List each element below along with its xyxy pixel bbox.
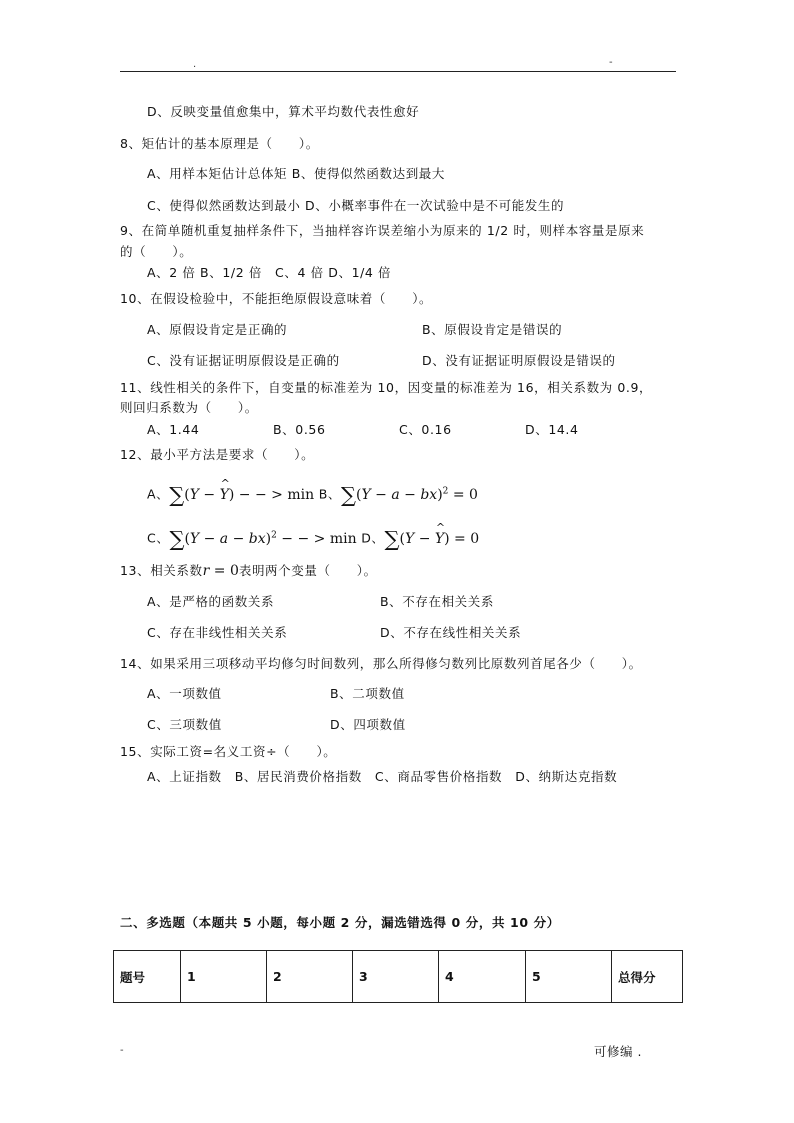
q11-stem-1: 11、线性相关的条件下，自变量的标准差为 10，因变量的标准差为 16，相关系数为 0.9， — [120, 380, 653, 395]
q12-formula-b: ∑(Y − a − bx)$^2$ = 0 — [340, 482, 478, 507]
q13-stem — [120, 563, 377, 579]
header-mark-right: - — [609, 57, 613, 68]
q13-formula: r = 0 — [202, 563, 239, 579]
footer-mark-left: - — [120, 1045, 124, 1056]
q13-option-c: C、存在非线性相关关系 — [147, 625, 288, 640]
q14-option-b: B、二项数值 — [330, 686, 405, 701]
q10-option-d: D、没有证据证明原假设是错误的 — [422, 353, 616, 368]
table-cell-2[interactable]: 2 — [267, 951, 353, 1003]
q11-option-c: C、0.16 — [399, 422, 452, 437]
q11-option-b: B、0.56 — [273, 422, 326, 437]
section-2-heading: 二、多选题（本题共 5 小题，每小题 2 分，漏选错选得 0 分，共 10 分） — [120, 915, 560, 930]
table-cell-4[interactable]: 4 — [439, 951, 526, 1003]
q11-option-d: D、14.4 — [525, 422, 579, 437]
q12-label-c: C、 — [147, 530, 170, 546]
q14-option-d: D、四项数值 — [330, 717, 406, 732]
table-cell-total[interactable]: 总得分 — [612, 951, 683, 1003]
q12-formula-c: ∑(Y − a − bx)$^2$ − − > min — [169, 526, 357, 551]
table-cell-3[interactable]: 3 — [353, 951, 439, 1003]
q12-stem: 12、最小平方法是要求（ ）。 — [120, 447, 315, 462]
q9-options: A、2 倍 B、1/2 倍 C、4 倍 D、1/4 倍 — [147, 265, 392, 280]
q14-stem: 14、如果采用三项移动平均修匀时间数列，那么所得修匀数列比原数列首尾各少（ ）。 — [120, 656, 642, 671]
q13-stem-pre: 13、相关系数 — [120, 563, 203, 578]
q13-stem-post: 表明两个变量（ ）。 — [238, 563, 377, 578]
footer-text: 可修编 . — [594, 1044, 642, 1059]
q12-options-cd — [147, 526, 480, 551]
q8-options-cd: C、使得似然函数达到最小 D、小概率事件在一次试验中是不可能发生的 — [147, 198, 565, 213]
q13-option-a: A、是严格的函数关系 — [147, 594, 275, 609]
q9-stem-1: 9、在简单随机重复抽样条件下，当抽样容许误差缩小为原来的 1/2 时，则样本容量是原来 — [120, 223, 645, 238]
q10-stem: 10、在假设检验中，不能拒绝原假设意味着（ ）。 — [120, 291, 433, 306]
q10-option-b: B、原假设肯定是错误的 — [422, 322, 563, 337]
table-cell-5[interactable]: 5 — [526, 951, 612, 1003]
q12-formula-a: ∑(Y − ^ Y) − − > min — [169, 487, 314, 503]
q9-stem-2: 的（ ）。 — [120, 244, 193, 259]
q12-label-a: A、 — [147, 486, 170, 502]
q8-options-ab: A、用样本矩估计总体矩 B、使得似然函数达到最大 — [147, 166, 446, 181]
q12-formula-d: ∑(Y − ^ Y) = 0 — [385, 531, 480, 547]
q15-options: A、上证指数 B、居民消费价格指数 C、商品零售价格指数 D、纳斯达克指数 — [147, 769, 618, 784]
q11-stem-2: 则回归系数为（ ）。 — [120, 400, 258, 415]
q12-label-b: B、 — [318, 486, 341, 502]
q12-label-d: D、 — [361, 530, 385, 546]
q14-option-c: C、三项数值 — [147, 717, 222, 732]
score-table — [113, 950, 683, 1003]
header-rule — [120, 71, 676, 72]
table-cell-label: 题号 — [114, 951, 181, 1003]
q12-options-ab — [147, 482, 478, 507]
q11-option-a: A、1.44 — [147, 422, 200, 437]
q10-option-a: A、原假设肯定是正确的 — [147, 322, 288, 337]
q8-stem: 8、矩估计的基本原理是（ ）。 — [120, 136, 319, 151]
header-mark-left: . — [193, 59, 197, 70]
q15-stem: 15、实际工资=名义工资÷（ ）。 — [120, 744, 337, 759]
q13-option-b: B、不存在相关关系 — [380, 594, 494, 609]
table-cell-1[interactable]: 1 — [181, 951, 267, 1003]
table-row — [114, 951, 683, 1003]
q10-option-c: C、没有证据证明原假设是正确的 — [147, 353, 340, 368]
q7-option-d: D、反映变量值愈集中，算术平均数代表性愈好 — [147, 104, 420, 119]
q14-option-a: A、一项数值 — [147, 686, 222, 701]
q13-option-d: D、不存在线性相关关系 — [380, 625, 522, 640]
